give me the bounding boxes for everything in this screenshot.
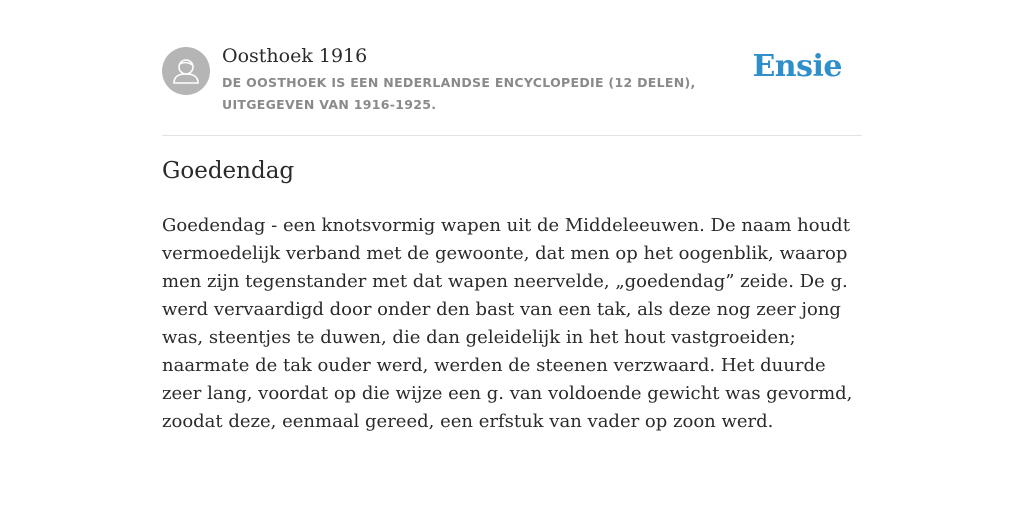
source-avatar[interactable] [162, 47, 210, 95]
source-name[interactable]: Oosthoek 1916 [222, 45, 368, 67]
ensie-logo[interactable]: Ensie [752, 49, 842, 84]
user-icon [162, 47, 210, 95]
source-description: DE OOSTHOEK IS EEN NEDERLANDSE ENCYCLOPEDIE (12 DELEN), UITGEGEVEN VAN 1916-1925. [222, 75, 696, 112]
article-title: Goedendag [162, 158, 295, 184]
source-header [162, 0, 862, 136]
article-card [162, 0, 862, 432]
article-body: Goedendag - een knotsvormig wapen uit de Middeleeuwen. De naam houdt vermoedelijk verband met de gewoonte, dat men op het oogenblik, waarop men zijn tegenstander met dat wapen neervelde, „goedendag” zeide. De g. werd vervaardigd door onder den bast van een tak, als deze nog zeer jong was, steentjes te duwen, die dan geleidelijk in het hout vastgroeiden; naarmate de tak ouder werd, werden de steenen verzwaard. Het duurde zeer lang, voordat op die wijze een g. van voldoende gewicht was gevormd, zoodat deze, eenmaal gereed, een erfstuk van vader op zoon werd. [162, 215, 853, 432]
